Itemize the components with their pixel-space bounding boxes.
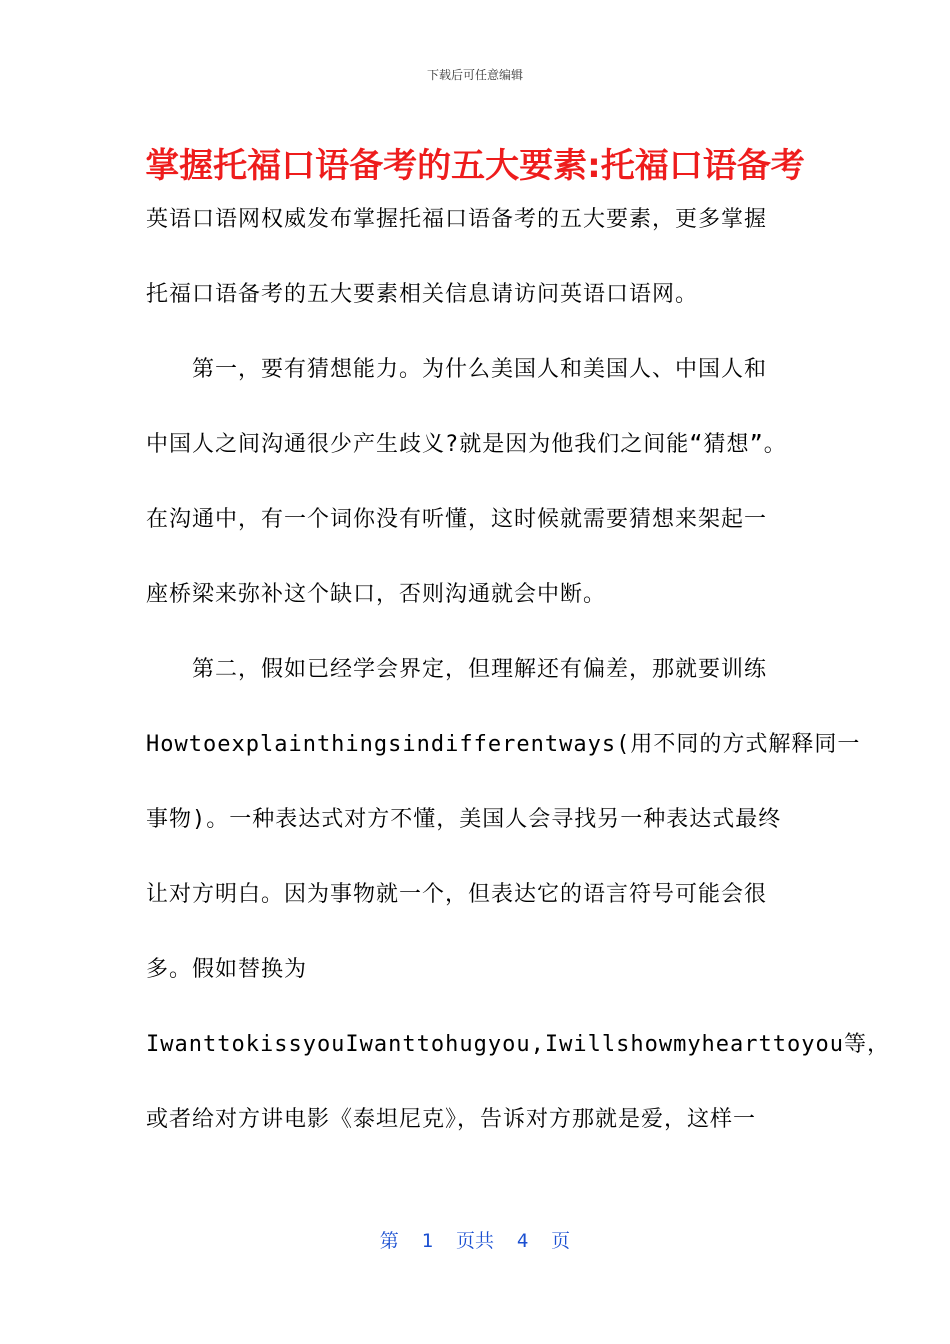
body-line: 英语口语网权威发布掌握托福口语备考的五大要素，更多掌握 [146,207,768,232]
body-line: 让对方明白。因为事物就一个，但表达它的语言符号可能会很 [146,882,768,907]
page-footer: 第 1 页共 4 页 [379,1230,571,1252]
body-line: 托福口语备考的五大要素相关信息请访问英语口语网。 [146,282,699,307]
body-line: 座桥梁来弥补这个缺口，否则沟通就会中断。 [146,582,607,607]
body-line: 第二，假如已经学会界定，但理解还有偏差，那就要训练 [192,657,768,682]
document-body [146,196,891,1171]
document-title: 掌握托福口语备考的五大要素:托福口语备考 [145,146,805,186]
body-line: 多。假如替换为 [146,957,308,982]
body-line: 在沟通中，有一个词你没有听懂，这时候就需要猜想来架起一 [146,507,768,532]
body-line: 第一，要有猜想能力。为什么美国人和美国人、中国人和 [192,357,768,382]
body-line: Howtoexplainthingsindifferentways(用不同的方式解释同一 [146,732,861,757]
body-line: 或者给对方讲电影《泰坦尼克》，告诉对方那就是爱，这样一 [146,1107,757,1132]
body-line: 中国人之间沟通很少产生歧义?就是因为他我们之间能“猜想”。 [146,432,787,457]
header-note: 下载后可任意编辑 [426,68,523,82]
body-line: IwanttokissyouIwanttohugyou,Iwillshowmyhearttoyou等， [146,1032,891,1057]
body-line: 事物)。一种表达式对方不懂，美国人会寻找另一种表达式最终 [146,807,782,832]
